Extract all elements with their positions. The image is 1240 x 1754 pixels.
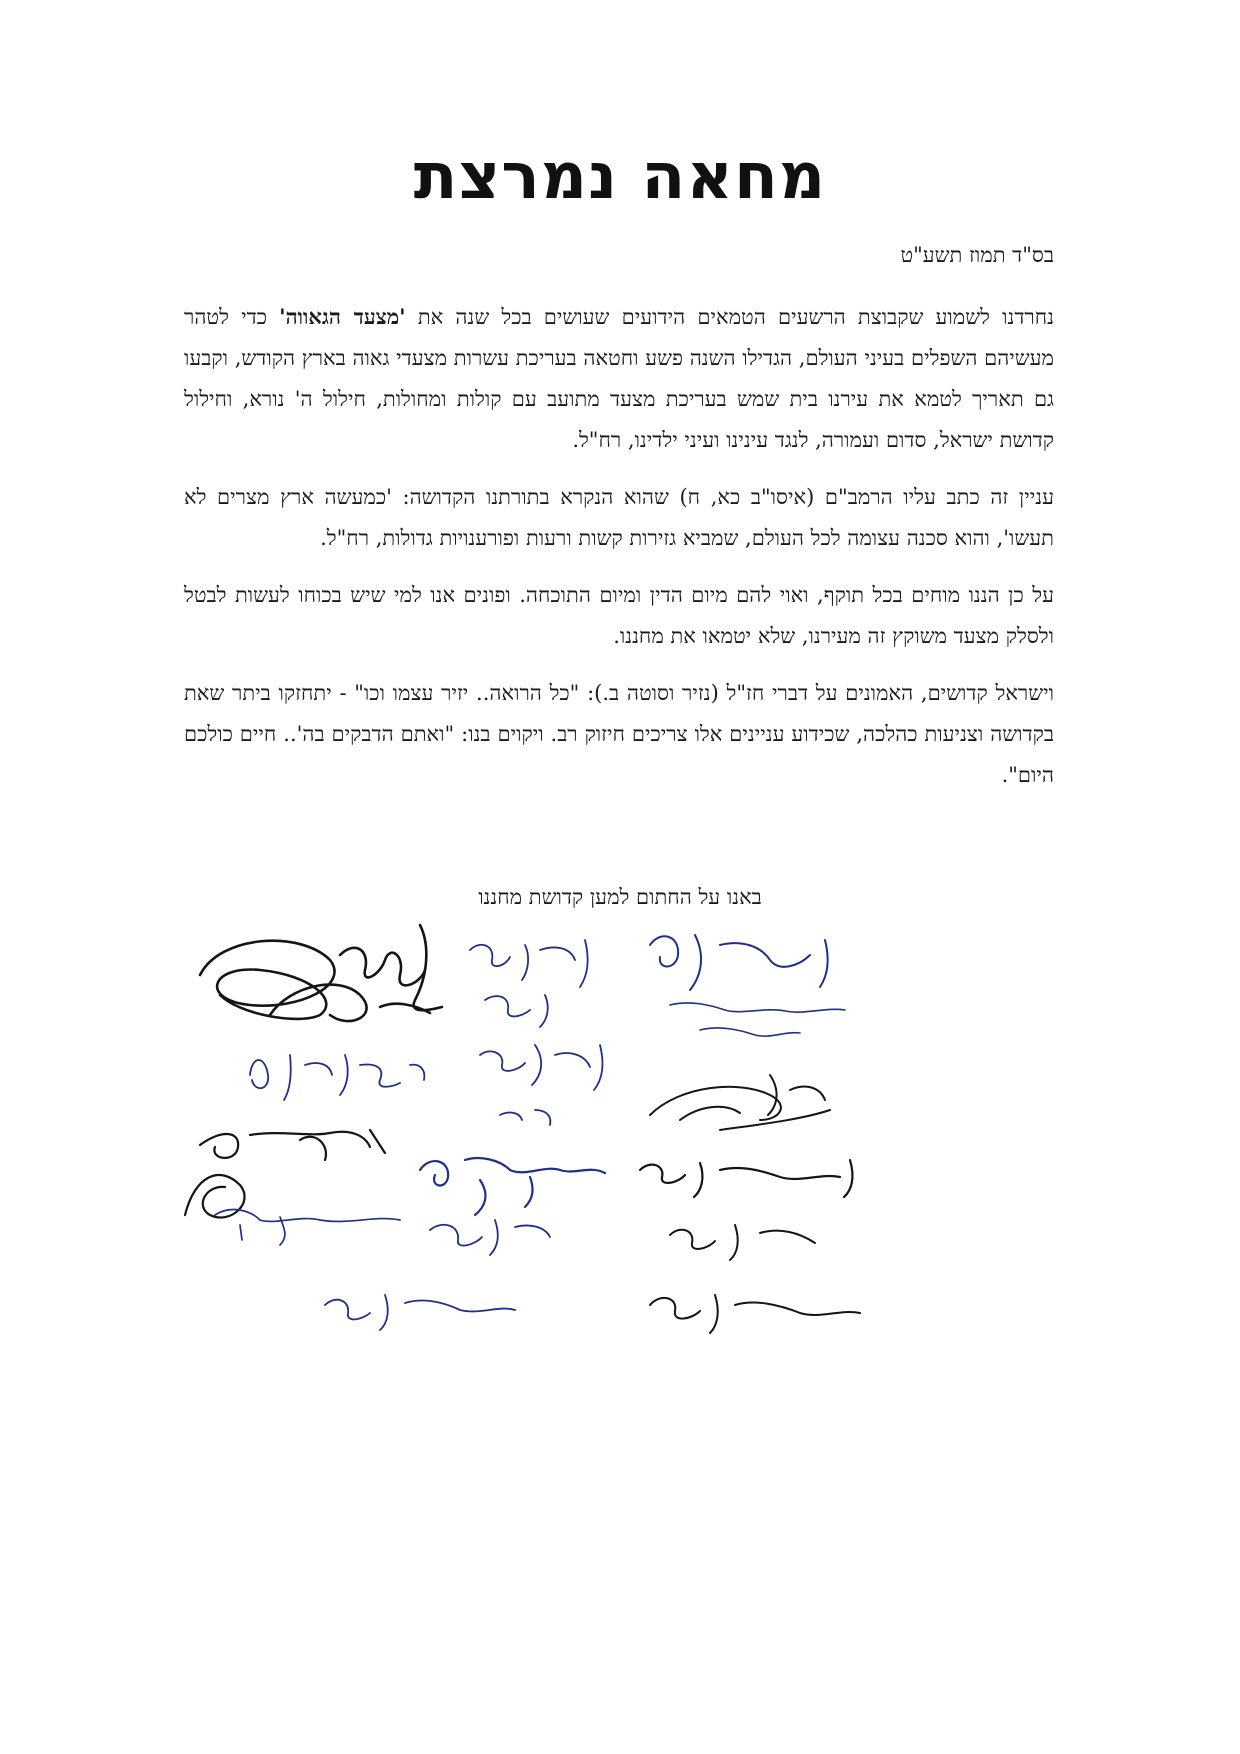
document-body <box>184 296 1054 812</box>
signature-16 <box>670 1225 815 1260</box>
signature-6 <box>485 995 548 1027</box>
document-title: מחאה נמרצת <box>413 140 827 214</box>
signature-2 <box>250 1055 424 1100</box>
pride-parade-term: 'מצעד הגאווה' <box>279 304 406 329</box>
paragraph-1-start: נחרדנו לשמוע שקבוצת הרשעים הטמאים הידועים שעושים בכל שנה את <box>405 305 1054 329</box>
signature-caption: באנו על החתום למען קדושת מחננו <box>478 885 762 909</box>
signature-10 <box>430 1220 550 1255</box>
paragraph-4: וישראל קדושים, האמונים על דברי חז"ל (נזיר וסוטה ב.): "כל הרואה.. יזיר עצמו וכו" - יתחזקו ביתר שאת בקדושה וצניעות כהלכה, שכידוע עניינים אלו צריכים חיזוק רב. ויקוים בנו: "ואתם הדבקים בה'.. חיים כולכם היום". <box>184 681 1054 787</box>
signature-17 <box>650 1295 860 1333</box>
paragraph-1-end: כדי לטהר מעשיהם השפלים בעיני העולם, הגדילו השנה פשע וחטאה בעריכת עשרות מצעדי גאוה בארץ הקודש, וקבעו גם תאריך לטמא את עירנו בית שמש בעריכת מצעד מתועב עם קולות ומחולות, חילול ה' נורא, וחילול קדושת ישראל, סדום ועמורה, לנגד עינינו ועיני ילדינו, רח"ל. <box>184 305 1054 452</box>
signatures-area <box>180 915 1000 1355</box>
paragraph-2: עניין זה כתב עליו הרמב"ם (איסו"ב כא, ח) שהוא הנקרא בתורתנו הקדושה: 'כמעשה ארץ מצרים לא תעשו', והוא סכנה עצומה לכל העולם, שמביא גזירות קשות ורעות ופורענויות גדולות, רח"ל. <box>184 485 1054 550</box>
handwritten-signatures <box>180 915 1000 1355</box>
signature-11 <box>325 1295 515 1330</box>
signature-14 <box>650 1075 830 1130</box>
signature-12 <box>650 935 828 990</box>
signature-8 <box>500 1110 550 1125</box>
signature-1 <box>200 925 442 1021</box>
paragraph-1 <box>184 296 1054 461</box>
signature-7 <box>480 1045 602 1090</box>
signature-3 <box>185 1130 385 1218</box>
paragraph-3: על כן הננו מוחים בכל תוקף, ואוי להם מיום הדין ומיום התוכחה. ופונים אנו למי שיש בכוחו לעשות לבטל ולסלק מצעד משוקץ זה מעירנו, שלא יטמאו את מחננו. <box>184 583 1054 648</box>
signature-13 <box>670 1003 845 1036</box>
signature-4 <box>215 1210 400 1245</box>
signature-9 <box>420 1158 605 1215</box>
signature-5 <box>470 940 588 987</box>
document-date: בס"ד תמוז תשע"ט <box>900 243 1054 267</box>
signature-15 <box>640 1160 852 1197</box>
